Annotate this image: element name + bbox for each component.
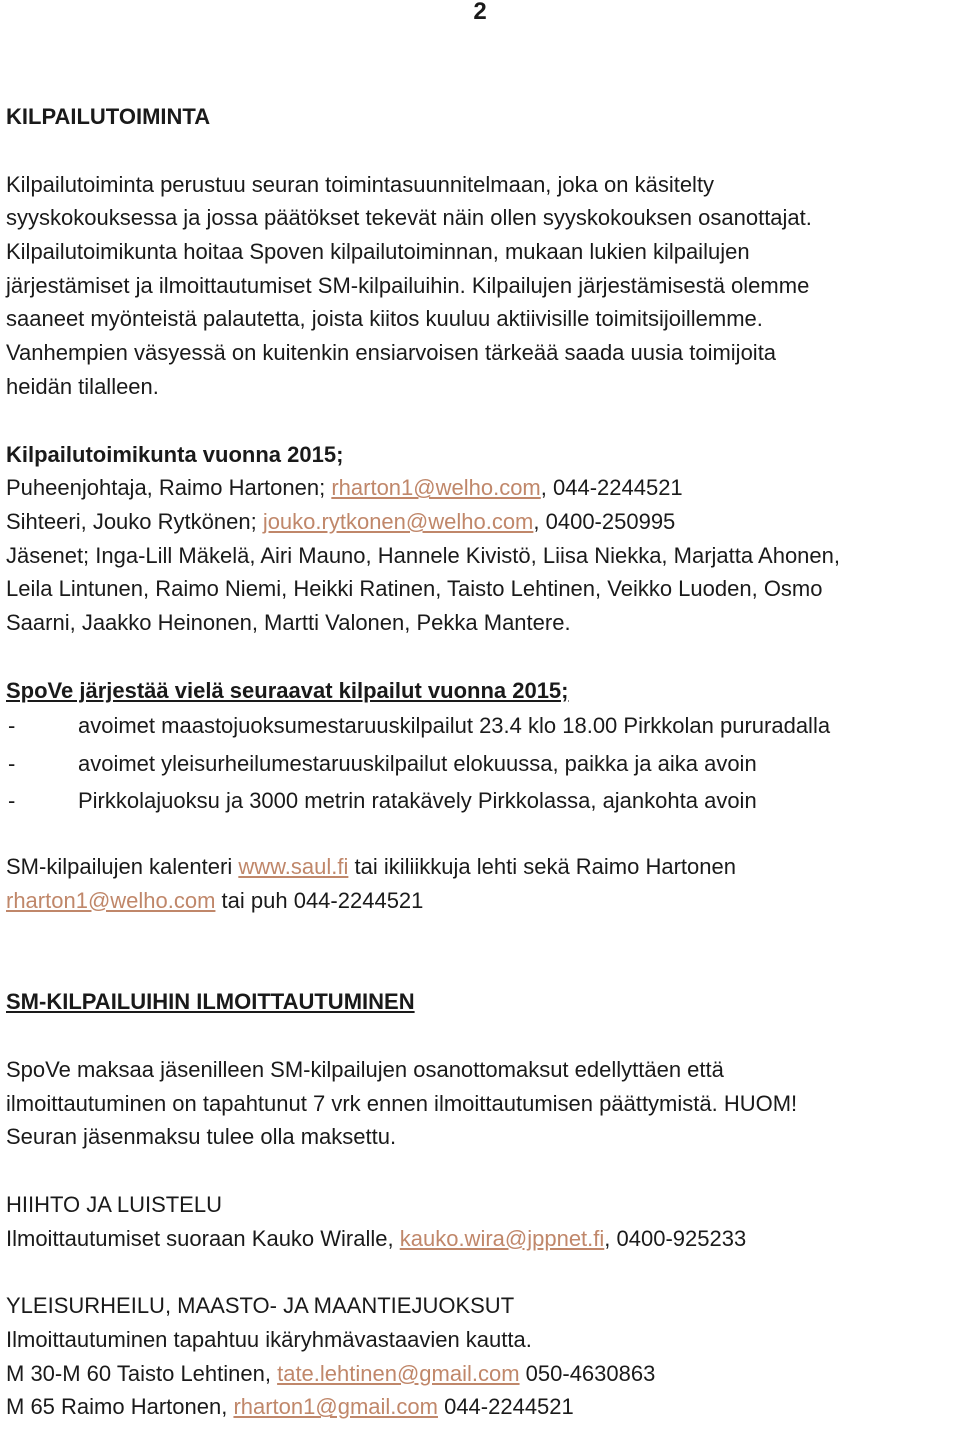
secretary-phone: , 0400-250995 xyxy=(533,508,676,534)
chair-email-link[interactable]: rharton1@welho.com xyxy=(331,475,541,501)
skiing-prefix: Ilmoittautumiset suoraan Kauko Wiralle, xyxy=(6,1225,400,1251)
contact2-name: M 65 Raimo Hartonen, xyxy=(6,1394,234,1420)
paragraph-line: heidän tilalleen. xyxy=(6,373,159,399)
dash-bullet: - xyxy=(8,713,16,739)
section-heading-kilpailutoiminta: KILPAILUTOIMINTA xyxy=(6,104,211,129)
paragraph-line: Vanhempien väsyessä on kuitenkin ensiarvoisen tärkeää saada uusia toimijoita xyxy=(6,340,777,366)
calendar-phone: tai puh 044-2244521 xyxy=(215,887,424,913)
athletics-heading: YLEISURHEILU, MAASTO- JA MAANTIEJUOKSUT xyxy=(6,1293,515,1319)
section-heading-sm-ilmoittautuminen: SM-KILPAILUIHIN ILMOITTAUTUMINEN xyxy=(6,989,415,1015)
secretary-name: Sihteeri, Jouko Rytkönen; xyxy=(6,508,263,534)
event-item xyxy=(6,782,956,820)
contact1-name: M 30-M 60 Taisto Lehtinen, xyxy=(6,1360,278,1386)
dash-bullet: - xyxy=(8,788,16,814)
contact1-phone: 050-4630863 xyxy=(519,1360,656,1386)
paragraph-line: saaneet myönteistä palautetta, joista kiitos kuuluu aktiivisille toimitsijoillemme. xyxy=(6,306,763,332)
committee-members-line: Leila Lintunen, Raimo Niemi, Heikki Ratinen, Taisto Lehtinen, Veikko Luoden, Osmo xyxy=(6,576,823,602)
saul-website-link[interactable]: www.saul.fi xyxy=(238,853,349,879)
calendar-email-link[interactable]: rharton1@welho.com xyxy=(6,887,216,913)
athletics-contact-2 xyxy=(6,1390,956,1424)
paragraph-line: Seuran jäsenmaksu tulee olla maksettu. xyxy=(6,1124,397,1150)
page-number: 2 xyxy=(473,0,487,25)
document-body xyxy=(6,100,956,1424)
paragraph-line: syyskokouksessa ja jossa päätökset tekevät näin ollen syyskokouksen osanottajat. xyxy=(6,205,812,231)
paragraph-line: ilmoittautuminen on tapahtunut 7 vrk ennen ilmoittautumisen päättymistä. HUOM! xyxy=(6,1090,798,1116)
athletics-contact-1 xyxy=(6,1357,956,1391)
athletics-info: Ilmoittautuminen tapahtuu ikäryhmävastaavien kautta. xyxy=(6,1327,532,1352)
events-heading: SpoVe järjestää vielä seuraavat kilpailut vuonna 2015; xyxy=(6,677,569,703)
contact1-email-link[interactable]: tate.lehtinen@gmail.com xyxy=(277,1360,520,1386)
event-item xyxy=(6,745,956,783)
paragraph-line: SpoVe maksaa jäsenilleen SM-kilpailujen osanottomaksut edellyttäen että xyxy=(6,1056,724,1082)
skiing-email-link[interactable]: kauko.wira@jppnet.fi xyxy=(399,1225,605,1251)
committee-secretary xyxy=(6,505,956,539)
paragraph-line: Kilpailutoiminta perustuu seuran toimintasuunnitelmaan, joka on käsitelty xyxy=(6,171,715,197)
skiing-contact xyxy=(6,1222,956,1256)
skiing-heading: HIIHTO JA LUISTELU xyxy=(6,1191,222,1217)
contact2-email-link[interactable]: rharton1@gmail.com xyxy=(233,1394,438,1420)
chair-name: Puheenjohtaja, Raimo Hartonen; xyxy=(6,475,332,501)
event-item-text: avoimet maastojuoksumestaruuskilpailut 23.4 klo 18.00 Pirkkolan pururadalla xyxy=(78,713,831,739)
calendar-line xyxy=(6,850,956,884)
paragraph-line: Kilpailutoimikunta hoitaa Spoven kilpailutoiminnan, mukaan lukien kilpailujen xyxy=(6,239,750,265)
contact2-phone: 044-2244521 xyxy=(437,1394,574,1420)
secretary-email-link[interactable]: jouko.rytkonen@welho.com xyxy=(262,508,534,534)
dash-bullet: - xyxy=(8,750,16,776)
committee-chair xyxy=(6,471,956,505)
calendar-contact-line xyxy=(6,884,956,918)
event-item-text: avoimet yleisurheilumestaruuskilpailut elokuussa, paikka ja aika avoin xyxy=(78,750,757,776)
chair-phone: , 044-2244521 xyxy=(540,475,683,501)
calendar-prefix: SM-kilpailujen kalenteri xyxy=(6,853,239,879)
committee-members-line: Saarni, Jaakko Heinonen, Martti Valonen, Pekka Mantere. xyxy=(6,609,571,635)
committee-members-line: Jäsenet; Inga-Lill Mäkelä, Airi Mauno, Hannele Kivistö, Liisa Niekka, Marjatta Ahonen, xyxy=(6,542,840,568)
event-item-text: Pirkkolajuoksu ja 3000 metrin ratakävely Pirkkolassa, ajankohta avoin xyxy=(78,788,757,814)
skiing-phone: , 0400-925233 xyxy=(604,1225,747,1251)
event-item xyxy=(6,707,956,745)
paragraph-line: järjestämiset ja ilmoittautumiset SM-kilpailuihin. Kilpailujen järjestämisestä olemme xyxy=(6,272,810,298)
calendar-suffix: tai ikiliikkuja lehti sekä Raimo Hartonen xyxy=(348,853,736,879)
committee-heading: Kilpailutoimikunta vuonna 2015; xyxy=(6,441,344,467)
